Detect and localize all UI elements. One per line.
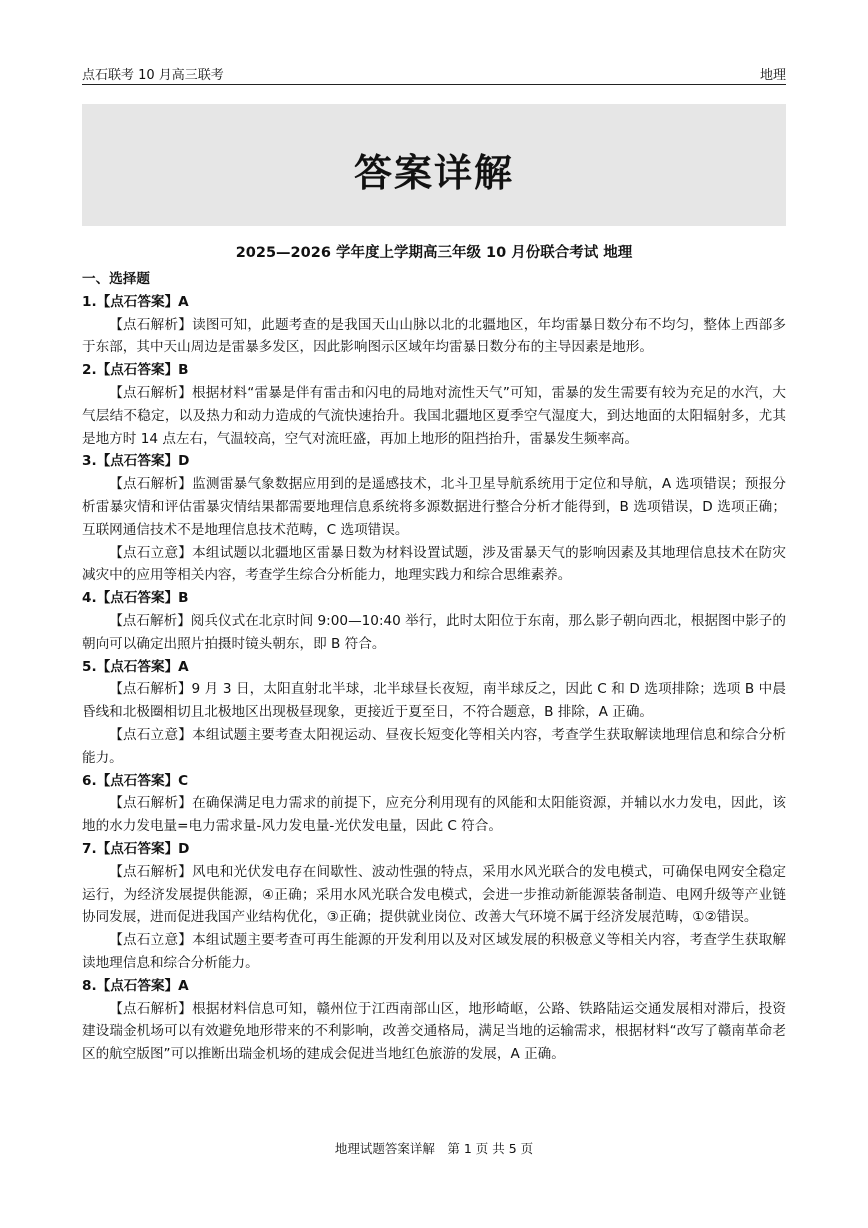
answer-line-6: 6.【点石答案】C — [82, 772, 189, 789]
answer-line-2: 2.【点石答案】B — [82, 362, 189, 379]
header-exam-name: 点石联考 10 月高三联考 — [82, 68, 224, 83]
analysis-paragraph: 【点石解析】阅兵仪式在北京时间 9:00—10:40 举行，此时太阳位于东南，那么影子朝向西北，根据图中影子的朝向可以确定出照片拍摄时镜头朝东，即 B 符合。 — [82, 612, 786, 652]
answer-line-1: 1.【点石答案】A — [82, 293, 189, 310]
analysis-paragraph: 【点石解析】监测雷暴气象数据应用到的是遥感技术，北斗卫星导航系统用于定位和导航，A 选项错误；预报分析雷暴灾情和评估雷暴灾情结果都需要地理信息系统将多源数据进行整合分析才能得到，B 选项错误，D 选项正确；互联网通信技术不是地理信息技术范畴，C 选项错误。 — [82, 476, 786, 538]
analysis-paragraph: 【点石解析】在确保满足电力需求的前提下，应充分利用现有的风能和太阳能资源，并辅以水力发电，因此，该地的水力发电量=电力需求量-风力发电量-光伏发电量，因此 C 符合。 — [82, 795, 786, 835]
analysis-paragraph: 【点石解析】根据材料“雷暴是伴有雷击和闪电的局地对流性天气”可知，雷暴的发生需要有较为充足的水汽，大气层结不稳定，以及热力和动力造成的气流快速抬升。我国北疆地区夏季空气湿度大，到达地面的太阳辐射多，尤其是地方时 14 点左右，气温较高，空气对流旺盛，再加上地形的阻挡抬升，雷暴发生频率高。 — [82, 384, 786, 447]
answer-line-5: 5.【点石答案】A — [82, 658, 189, 675]
analysis-paragraph: 【点石解析】9 月 3 日，太阳直射北半球，北半球昼长夜短，南半球反之，因此 C 和 D 选项排除；选项 B 中晨昏线和北极圈相切且北极地区出现极昼现象，更接近于夏至日，不符合题意，B 排除，A 正确。 — [82, 681, 786, 721]
answer-line-3: 3.【点石答案】D — [82, 453, 190, 470]
header-subject: 地理 — [759, 68, 786, 83]
intent-paragraph: 【点石立意】本组试题主要考查太阳视运动、昼夜长短变化等相关内容，考查学生获取解读地理信息和综合分析能力。 — [82, 726, 786, 766]
exam-title: 2025—2026 学年度上学期高三年级 10 月份联合考试 地理 — [235, 245, 633, 261]
banner-title: 答案详解 — [353, 150, 514, 195]
answer-line-8: 8.【点石答案】A — [82, 977, 189, 994]
analysis-paragraph: 【点石解析】读图可知，此题考查的是我国天山山脉以北的北疆地区，年均雷暴日数分布不均匀，整体上西部多于东部，其中天山周边是雷暴多发区，因此影响图示区域年均雷暴日数分布的主导因素是地形。 — [82, 316, 786, 356]
answer-line-4: 4.【点石答案】B — [82, 590, 189, 607]
page-footer: 地理试题答案详解 第 1 页 共 5 页 — [334, 1141, 534, 1156]
title-banner — [82, 104, 786, 226]
analysis-paragraph: 【点石解析】根据材料信息可知，赣州位于江西南部山区，地形崎岖，公路、铁路陆运交通发展相对滞后，投资建设瑞金机场可以有效避免地形带来的不利影响，改善交通格局，满足当地的运输需求，根据材料“改写了赣南革命老区的航空版图”可以推断出瑞金机场的建成会促进当地红色旅游的发展，A 正确。 — [82, 1000, 786, 1063]
intent-paragraph: 【点石立意】本组试题主要考查可再生能源的开发利用以及对区域发展的积极意义等相关内容，考查学生获取解读地理信息和综合分析能力。 — [82, 932, 786, 971]
intent-paragraph: 【点石立意】本组试题以北疆地区雷暴日数为材料设置试题，涉及雷暴天气的影响因素及其地理信息技术在防灾减灾中的应用等相关内容，考查学生综合分析能力，地理实践力和综合思维素养。 — [82, 544, 786, 584]
page-header — [82, 62, 786, 85]
answer-line-7: 7.【点石答案】D — [82, 840, 190, 857]
analysis-paragraph: 【点石解析】风电和光伏发电存在间歇性、波动性强的特点，采用水风光联合的发电模式，可确保电网安全稳定运行，为经济发展提供能源，④正确；采用水风光联合发电模式，会进一步推动新能源装备制造、电网升级等产业链协同发展，进而促进我国产业结构优化，③正确；提供就业岗位、改善大气环境不属于经济发展范畴，①②错误。 — [82, 863, 786, 926]
answer-content — [82, 268, 786, 1066]
section-heading: 一、选择题 — [82, 271, 150, 287]
